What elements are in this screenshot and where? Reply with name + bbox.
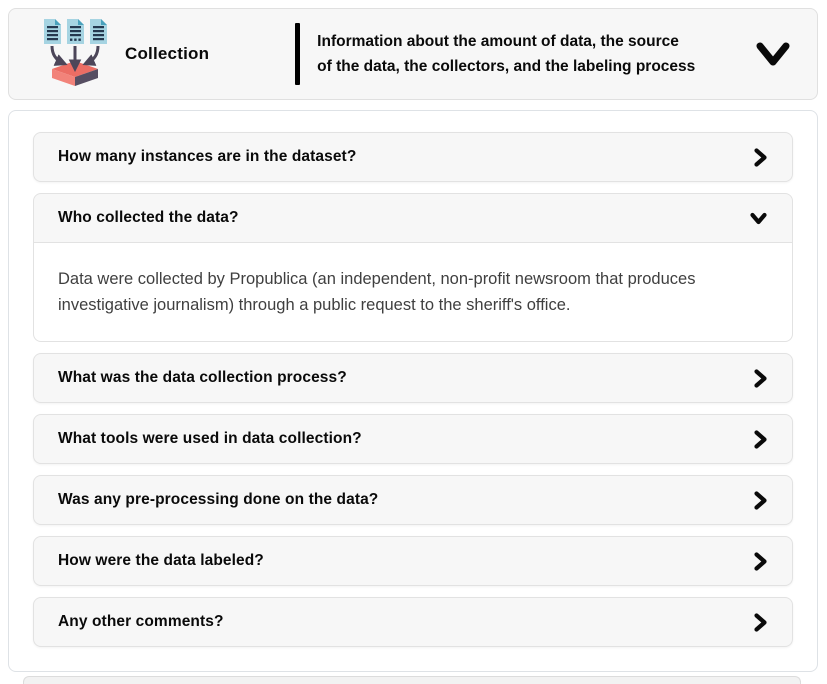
chevron-down-icon xyxy=(749,211,768,226)
question-label: Who collected the data? xyxy=(58,209,239,226)
accordion-group-who-collected xyxy=(33,193,793,342)
answer-text: Data were collected by Propublica (an independent, non-profit newsroom that produces investigative journalism) through a public request to the sheriff's office. xyxy=(58,270,696,314)
accordion-item-other-comments[interactable] xyxy=(33,597,793,647)
chevron-down-icon xyxy=(755,41,791,68)
question-label: Was any pre-processing done on the data? xyxy=(58,491,379,508)
collection-questions-panel xyxy=(8,110,818,672)
section-collapse-button[interactable] xyxy=(755,41,791,68)
section-description-line2: of the data, the collectors, and the labeling process xyxy=(317,58,696,75)
chevron-right-icon xyxy=(753,429,768,450)
collection-section-header[interactable] xyxy=(8,8,818,100)
section-description-line1: Information about the amount of data, the source xyxy=(317,33,679,50)
chevron-right-icon xyxy=(753,612,768,633)
accordion-item-how-many-instances[interactable] xyxy=(33,132,793,182)
section-title: Collection xyxy=(125,44,210,63)
accordion-item-preprocessing[interactable] xyxy=(33,475,793,525)
chevron-right-icon xyxy=(753,490,768,511)
accordion-item-collection-process[interactable] xyxy=(33,353,793,403)
question-label: How many instances are in the dataset? xyxy=(58,148,357,165)
accordion-item-tools-used[interactable] xyxy=(33,414,793,464)
chevron-right-icon xyxy=(753,551,768,572)
accordion-item-who-collected[interactable] xyxy=(33,193,793,243)
vertical-divider xyxy=(295,23,300,85)
question-label: What was the data collection process? xyxy=(58,369,347,386)
section-description xyxy=(317,29,695,79)
chevron-right-icon xyxy=(753,368,768,389)
next-section-header-edge xyxy=(23,676,801,684)
answer-panel xyxy=(33,243,793,342)
question-label: Any other comments? xyxy=(58,613,224,630)
data-collection-icon xyxy=(39,17,111,91)
question-label: What tools were used in data collection? xyxy=(58,430,362,447)
question-label: How were the data labeled? xyxy=(58,552,264,569)
accordion-item-labeling[interactable] xyxy=(33,536,793,586)
chevron-right-icon xyxy=(753,147,768,168)
